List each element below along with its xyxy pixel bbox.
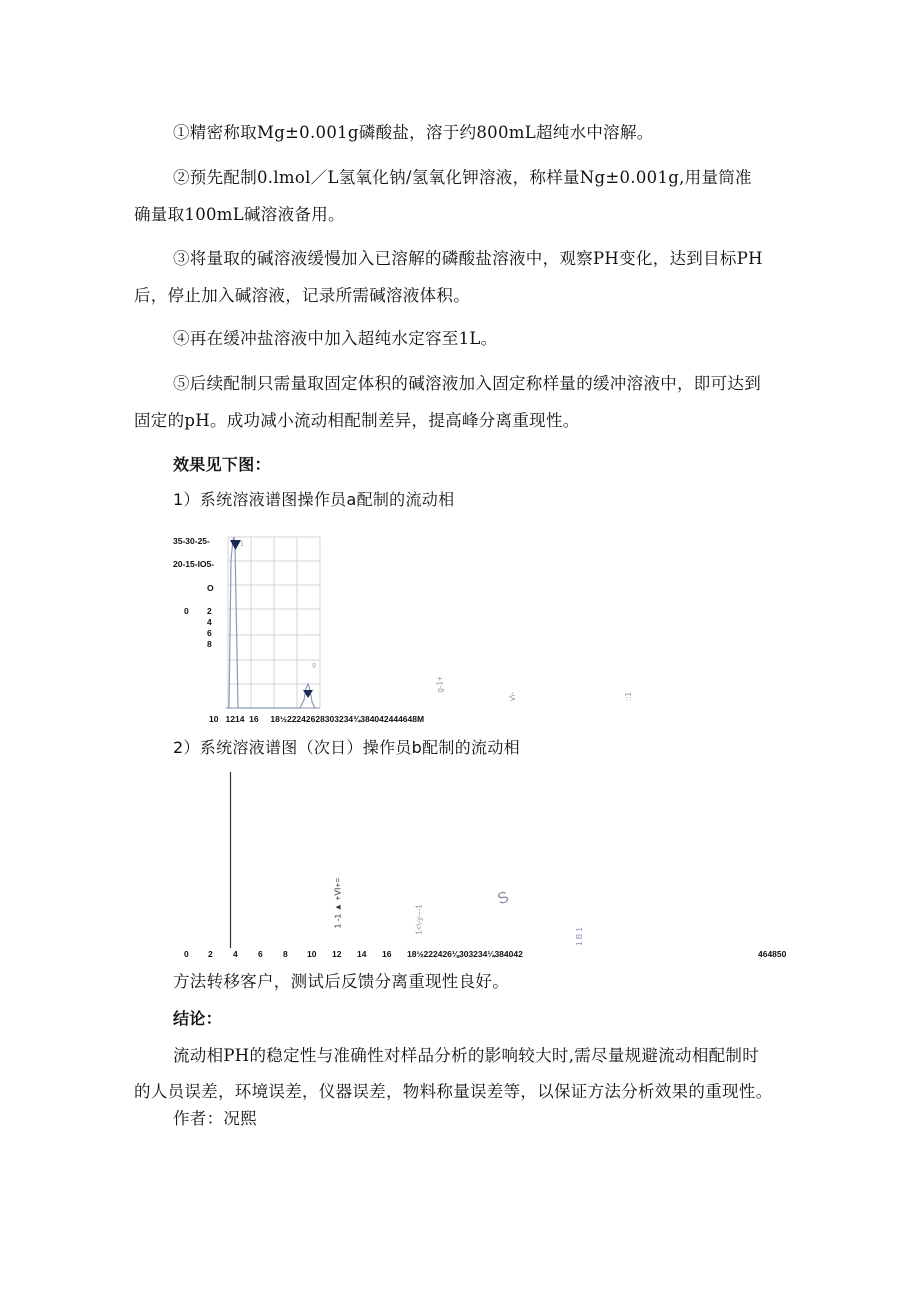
- transfer-text: 方法转移客户，测试后反馈分离重现性良好。: [173, 972, 509, 991]
- conclusion-heading: 结论：: [173, 1009, 222, 1028]
- author: 作者：况熙: [173, 1109, 257, 1128]
- svg-text:1: 1: [240, 541, 244, 548]
- faint-annotation: S: [495, 888, 512, 909]
- x-tick: 0: [184, 949, 189, 959]
- y-label: 2: [207, 606, 212, 616]
- x-tick: 10: [307, 949, 317, 959]
- step-3-line-2: 后，停止加入碱溶液，记录所需碱溶液体积。: [134, 286, 470, 305]
- step-4: ④再在缓冲盐溶液中加入超纯水定容至1L。: [173, 329, 498, 348]
- step-3-line-1: ③将量取的碱溶液缓慢加入已溶解的磷酸盐溶液中，观察PH变化，达到目标PH: [173, 249, 763, 268]
- figure2-caption: 2）系统溶液谱图（次日）操作员b配制的流动相: [173, 738, 520, 757]
- step-5-line-1: ⑤后续配制只需量取固定体积的碱溶液加入固定称样量的缓冲溶液中，即可达到: [173, 374, 761, 393]
- y-label: 0: [184, 606, 189, 616]
- y-label: 20-15-IO5-: [173, 559, 215, 569]
- x-tick: 12: [332, 949, 342, 959]
- x-tick: 2: [208, 949, 213, 959]
- step-2-line-1: ②预先配制0.lmol／L氢氧化钠/氢氧化钾溶液，称样量Ng±0.001g,用量筒准: [173, 168, 752, 187]
- y-label: O: [207, 583, 214, 593]
- x-tick-end: 464850: [758, 949, 787, 959]
- x-tick: 4: [233, 949, 238, 959]
- conclusion-line-2: 的人员误差，环境误差，仪器误差，物料称量误差等，以保证方法分析效果的重现性。: [134, 1082, 773, 1101]
- x-axis-label: 10 1214 16 18½22242628303234¾384042444648M: [209, 714, 425, 724]
- x-tick: 6: [258, 949, 263, 959]
- effect-heading: 效果见下图：: [173, 455, 271, 474]
- y-label: 8: [207, 639, 212, 649]
- faint-annotation: 1 B 1: [574, 927, 584, 946]
- y-label: 35-30-25-: [173, 536, 210, 546]
- svg-text:9: 9: [312, 663, 316, 670]
- step-1: ①精密称取Mg±0.001g磷酸盐，溶于约800mL超纯水中溶解。: [173, 123, 654, 142]
- step-5-line-2: 固定的pH。成功减小流动相配制差异，提高峰分离重现性。: [134, 411, 580, 430]
- conclusion-line-1: 流动相PH的稳定性与准确性对样品分析的影响较大时,需尽量规避流动相配制时: [173, 1046, 760, 1065]
- figure1-caption: 1）系统溶液谱图操作员a配制的流动相: [173, 490, 455, 509]
- faint-annotation: v\-: [507, 692, 517, 701]
- x-tick: 16: [382, 949, 392, 959]
- faint-annotation: ::1: [623, 692, 633, 701]
- y-label: 4: [207, 617, 212, 627]
- faint-annotation: 1<\-y---1: [414, 904, 424, 935]
- x-tick: 8: [283, 949, 288, 959]
- x-tick-tail: 18½222426⅛303234¼384042: [407, 949, 523, 959]
- x-tick: 14: [357, 949, 367, 959]
- step-2-line-2: 确量取100mL碱溶液备用。: [134, 205, 345, 224]
- y-label: 6: [207, 628, 212, 638]
- faint-annotation: g-1+: [435, 676, 445, 693]
- peak-annotation: 1 -1 ▲ +VI+=: [332, 877, 343, 929]
